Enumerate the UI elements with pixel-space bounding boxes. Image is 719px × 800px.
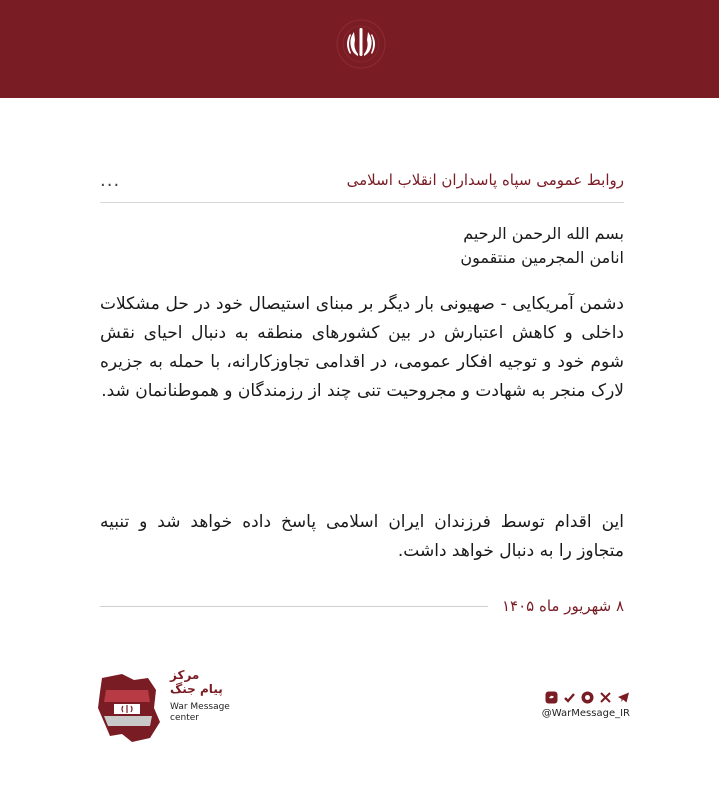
iran-map-icon	[92, 668, 164, 748]
war-message-logo	[92, 664, 242, 754]
logo-en-line-2: center	[170, 713, 199, 723]
logo-en	[170, 702, 250, 724]
source-title: روابط عمومی سپاه پاسداران انقلاب اسلامی	[346, 171, 624, 189]
rubika-icon[interactable]	[580, 690, 594, 704]
social-handle[interactable]: @WarMessage_IR	[541, 708, 630, 719]
social-icons	[520, 690, 630, 704]
eitaa-icon[interactable]	[544, 690, 558, 704]
date-divider	[100, 606, 488, 607]
social-block	[520, 690, 630, 719]
greeting	[100, 222, 624, 270]
statement-paragraph-2: این اقدام توسط فرزندان ایران اسلامی پاسخ داده خواهد شد و تنبیه متجاوز را به دنبال خواهد داشت.	[100, 512, 624, 561]
check-icon[interactable]	[562, 690, 576, 704]
date-label: ۸ شهریور ماه ۱۴۰۵	[502, 597, 624, 615]
source-row	[100, 168, 624, 192]
iran-emblem-icon	[334, 14, 388, 80]
logo-en-line-1: War Message	[170, 702, 230, 712]
statement-paragraph-1: دشمن آمریکایی - صهیونی بار دیگر بر مبنای استیصال خود در حل مشکلات داخلی و کاهش اعتبارش در بین کشورهای منطقه به دنبال احیای نقش شوم خود و توجیه افکار عمومی، در اقدامی تجاوزکارانه، با حمله به جزیره لارک منجر به شهادت و مجروحیت تنی چند از رزمندگان و هموطنانمان شد.	[100, 294, 624, 401]
logo-fa-line-1: مرکز	[170, 668, 200, 682]
greeting-line-1: بسم الله الرحمن الرحیم	[463, 224, 624, 243]
telegram-icon[interactable]	[616, 690, 630, 704]
divider	[100, 202, 624, 203]
date-row	[100, 594, 624, 618]
more-options-icon[interactable]: ...	[100, 169, 121, 191]
logo-fa-line-2: پیام جنگ	[170, 682, 223, 696]
header-bar	[0, 0, 719, 98]
greeting-line-2: انامن المجرمین منتقمون	[460, 248, 624, 267]
x-icon[interactable]	[598, 690, 612, 704]
logo-text	[170, 668, 250, 724]
